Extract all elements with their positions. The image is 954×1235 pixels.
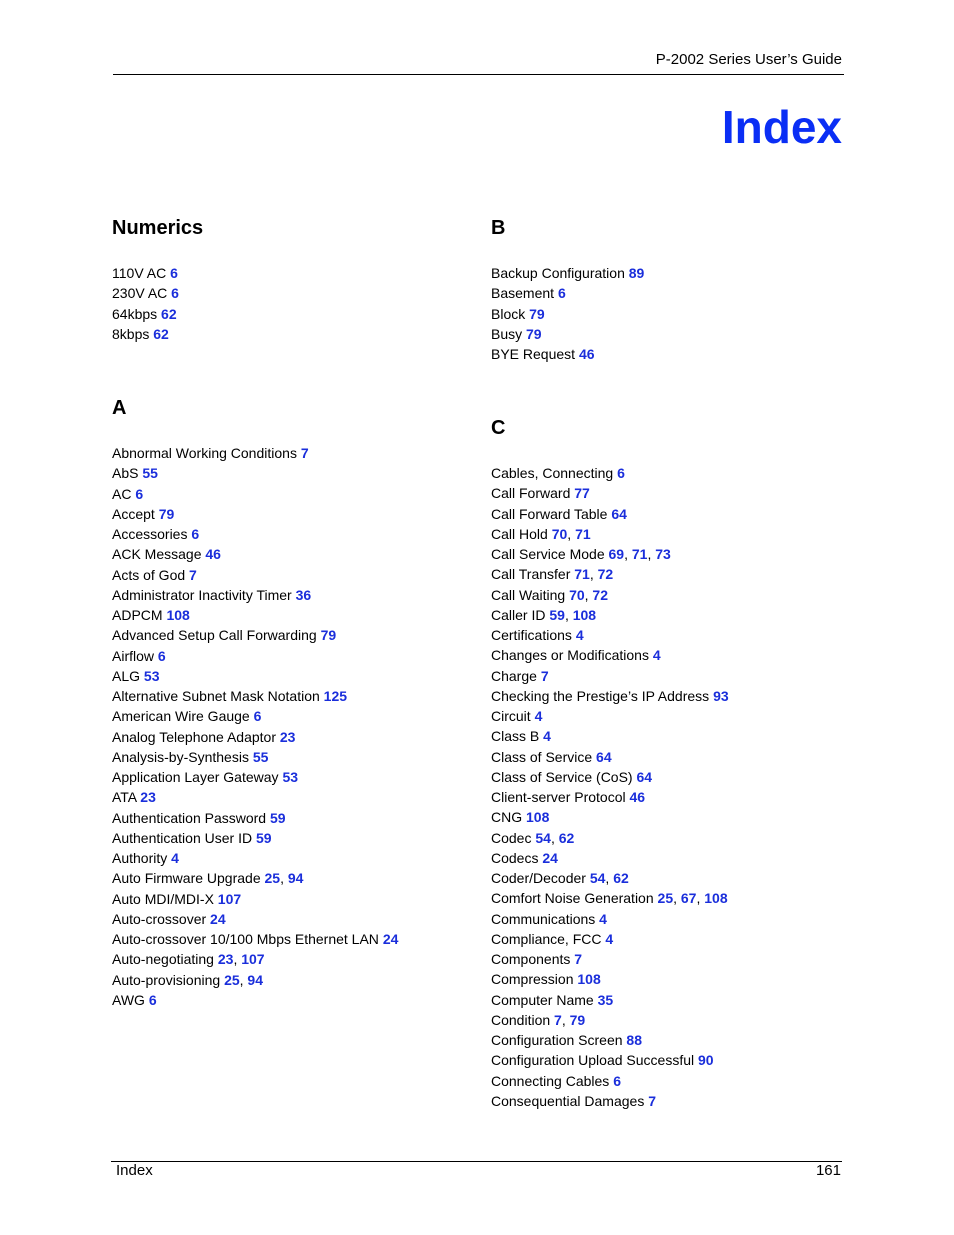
index-entry (112, 808, 398, 828)
index-entry (112, 263, 179, 283)
index-term: Auto Firmware Upgrade (112, 870, 261, 887)
page-link[interactable]: 4 (605, 930, 614, 947)
index-term: Alternative Subnet Mask Notation (112, 688, 320, 704)
page-link[interactable]: 46 (578, 346, 595, 362)
index-term: Airflow (112, 647, 155, 664)
page-link[interactable]: 46 (205, 546, 221, 563)
footer-rule (111, 1161, 842, 1162)
index-term: Class of Service (CoS) (491, 768, 633, 785)
index-term: AC (112, 485, 132, 502)
index-term: Block (491, 305, 526, 322)
page-separator: , (589, 566, 598, 583)
index-term: Analog Telephone Adaptor (112, 728, 276, 745)
index-entry (491, 909, 729, 929)
page-link[interactable]: 70 (551, 525, 568, 542)
index-term: Auto-crossover 10/100 Mbps Ethernet LAN (112, 931, 379, 947)
index-term: Class B (491, 728, 540, 745)
index-entry (112, 767, 398, 787)
index-term: Configuration Screen (491, 1032, 623, 1048)
index-entry (491, 605, 729, 625)
page-link[interactable]: 6 (148, 991, 157, 1008)
page-separator: , (584, 586, 593, 603)
page-separator: , (624, 546, 632, 562)
page-link[interactable]: 59 (255, 829, 272, 846)
index-term: Call Transfer (491, 566, 571, 583)
page-link[interactable]: 4 (575, 627, 584, 643)
page-link[interactable]: 90 (698, 1052, 714, 1069)
index-section-c (491, 416, 851, 1109)
index-term: Auto MDI/MDI-X (112, 890, 214, 907)
index-term: Checking the Prestige’s IP Address (491, 687, 710, 704)
page-link[interactable]: 25 (657, 890, 674, 907)
index-entry (491, 868, 729, 888)
index-entry (112, 706, 398, 726)
index-entry (112, 565, 398, 585)
index-term: CNG (491, 809, 523, 826)
page-link[interactable]: 108 (526, 809, 550, 826)
page-separator: , (280, 870, 288, 887)
index-entry (491, 625, 729, 645)
index-term: Auto-negotiating (112, 951, 214, 968)
index-term: Communications (491, 910, 596, 927)
page-link[interactable]: 6 (617, 465, 625, 481)
index-term: Client-server Protocol (491, 789, 626, 805)
page-separator: , (561, 1011, 570, 1028)
index-entry (491, 990, 729, 1010)
index-term: Class of Service (491, 748, 593, 765)
index-term: Authentication Password (112, 809, 267, 826)
index-term: 230V AC (112, 285, 168, 302)
index-entry (112, 949, 398, 969)
index-entry (491, 969, 729, 989)
index-entry (112, 747, 398, 767)
page-link[interactable]: 89 (628, 265, 645, 281)
index-term: Auto-provisioning (112, 971, 221, 988)
index-entry (491, 283, 644, 303)
index-entry (491, 564, 729, 584)
page-link[interactable]: 125 (323, 688, 348, 704)
page-link[interactable]: 46 (629, 789, 646, 805)
index-entry (491, 1050, 729, 1070)
entry-list (491, 263, 644, 364)
page-separator: , (605, 870, 614, 886)
index-term: Authority (112, 850, 168, 866)
index-term: BYE Request (491, 346, 576, 362)
page-link[interactable]: 70 (569, 586, 585, 603)
index-term: Consequential Damages (491, 1092, 645, 1109)
index-entry (491, 504, 729, 524)
page-link[interactable]: 94 (287, 870, 304, 887)
page-separator: , (673, 890, 681, 907)
page-link[interactable]: 108 (577, 971, 601, 988)
index-entry (491, 1030, 729, 1050)
index-entry (112, 889, 398, 909)
index-term: Coder/Decoder (491, 870, 586, 886)
page-link[interactable]: 23 (140, 789, 156, 806)
page-link[interactable]: 25 (264, 870, 281, 887)
page-link[interactable]: 64 (596, 748, 612, 765)
page-link[interactable]: 55 (142, 465, 158, 482)
page-link[interactable]: 6 (170, 265, 178, 281)
index-term: Codec (491, 829, 532, 846)
page-link[interactable]: 73 (655, 546, 671, 562)
index-term: Circuit (491, 708, 531, 724)
page-link[interactable]: 62 (558, 829, 575, 846)
page-link[interactable]: 108 (704, 890, 728, 907)
page-link[interactable]: 71 (574, 566, 590, 583)
index-term: Call Forward (491, 485, 571, 502)
index-entry (112, 324, 179, 344)
index-entry (112, 504, 398, 524)
page-link[interactable]: 59 (549, 606, 565, 623)
page-separator: , (550, 829, 559, 846)
index-term: Authentication User ID (112, 829, 253, 846)
page-link[interactable]: 79 (529, 305, 545, 322)
footer-page-number: 161 (815, 1162, 841, 1179)
page-link[interactable]: 67 (680, 890, 697, 907)
index-term: Backup Configuration (491, 265, 625, 281)
index-entry (491, 645, 729, 665)
page-link[interactable]: 7 (574, 951, 583, 967)
page-link[interactable]: 107 (217, 890, 242, 907)
page-link[interactable]: 94 (247, 971, 263, 988)
index-term: Connecting Cables (491, 1072, 610, 1089)
page-link[interactable]: 79 (569, 1011, 586, 1028)
page-link[interactable]: 59 (269, 809, 286, 826)
index-term: Call Hold (491, 525, 548, 542)
page-link[interactable]: 24 (542, 849, 558, 866)
index-term: Compliance, FCC (491, 930, 602, 947)
page-link[interactable]: 6 (191, 526, 200, 542)
index-entry (491, 324, 644, 344)
page-link[interactable]: 7 (648, 1092, 657, 1109)
index-entry (112, 646, 398, 666)
index-section-numerics (112, 216, 472, 342)
page-link[interactable]: 69 (608, 546, 625, 562)
index-entry (491, 848, 729, 868)
index-term: Charge (491, 667, 537, 684)
index-term: Analysis-by-Synthesis (112, 748, 249, 765)
index-entry (491, 666, 729, 686)
index-term: Certifications (491, 627, 572, 643)
index-term: Configuration Upload Successful (491, 1052, 695, 1069)
index-entry (112, 463, 398, 483)
page-link[interactable]: 7 (554, 1011, 562, 1028)
index-entry (491, 747, 729, 767)
page-link[interactable]: 64 (636, 768, 653, 785)
page-link[interactable]: 62 (161, 305, 177, 322)
page-link[interactable]: 88 (626, 1032, 642, 1048)
page-link[interactable]: 62 (153, 325, 169, 342)
index-entry (112, 544, 398, 564)
page-link[interactable]: 4 (599, 910, 607, 927)
page-link[interactable]: 24 (382, 931, 399, 947)
index-term: American Wire Gauge (112, 708, 250, 725)
index-term: Accept (112, 505, 155, 522)
index-entry (112, 686, 398, 706)
index-term: ALG (112, 667, 141, 684)
page-separator: , (647, 546, 656, 562)
index-entry (491, 888, 729, 908)
index-term: Computer Name (491, 991, 594, 1008)
index-section-b (491, 216, 851, 362)
page-separator: , (564, 606, 573, 623)
index-entry (491, 483, 729, 503)
page-link[interactable]: 71 (631, 546, 648, 562)
index-entry (491, 726, 729, 746)
index-entry (491, 524, 729, 544)
index-entry (491, 686, 729, 706)
index-term: Condition (491, 1011, 551, 1028)
index-term: 64kbps (112, 305, 158, 322)
index-term: Comfort Noise Generation (491, 890, 654, 907)
page-link[interactable]: 6 (157, 647, 166, 664)
index-term: Accessories (112, 526, 188, 542)
page-link[interactable]: 24 (210, 910, 226, 927)
page-link[interactable]: 79 (526, 325, 542, 342)
index-entry (491, 1091, 729, 1111)
index-entry (491, 544, 729, 564)
index-term: 110V AC (112, 265, 167, 281)
entry-list (112, 263, 179, 344)
index-entry (491, 585, 729, 605)
index-entry (491, 767, 729, 787)
section-heading: B (491, 217, 506, 239)
index-entry (491, 706, 729, 726)
page-separator: , (567, 525, 576, 542)
index-entry (491, 787, 729, 807)
page-link[interactable]: 71 (575, 525, 591, 542)
index-entry (491, 263, 644, 283)
page-link[interactable]: 108 (572, 606, 597, 623)
index-term: Application Layer Gateway (112, 769, 279, 785)
index-entry (112, 909, 398, 929)
page-title: Index (721, 101, 842, 153)
page-link[interactable]: 6 (253, 708, 262, 725)
page-link[interactable]: 54 (535, 829, 551, 846)
page-link[interactable]: 4 (543, 728, 551, 745)
index-entry (112, 666, 398, 686)
index-entry (112, 484, 398, 504)
section-heading: Numerics (112, 217, 204, 239)
index-entry (491, 1071, 729, 1091)
page-link[interactable]: 107 (241, 951, 265, 968)
index-term: ATA (112, 789, 137, 806)
index-entry (112, 585, 398, 605)
index-entry (112, 304, 179, 324)
page-separator: , (239, 971, 248, 988)
index-entry (491, 1010, 729, 1030)
index-entry (112, 990, 398, 1010)
index-entry (112, 625, 398, 645)
index-entry (491, 463, 729, 483)
index-term: Advanced Setup Call Forwarding (112, 627, 317, 644)
index-term: Codecs (491, 849, 539, 866)
index-entry (112, 524, 398, 544)
index-term: Call Service Mode (491, 546, 605, 562)
page-link[interactable]: 4 (534, 708, 543, 724)
index-term: Abnormal Working Conditions (112, 445, 297, 461)
page-link[interactable]: 23 (217, 951, 234, 968)
index-entry (112, 929, 398, 949)
index-entry (491, 807, 729, 827)
page-link[interactable]: 6 (135, 485, 144, 502)
page-link[interactable]: 108 (166, 607, 190, 623)
index-entry (112, 727, 398, 747)
index-entry (112, 283, 179, 303)
index-term: Acts of God (112, 566, 186, 583)
index-term: Call Waiting (491, 586, 566, 603)
page-link[interactable]: 93 (713, 687, 729, 704)
index-entry (112, 787, 398, 807)
index-entry (112, 970, 398, 990)
entry-list (491, 463, 729, 1111)
index-term: Caller ID (491, 606, 546, 623)
page-link[interactable]: 62 (613, 870, 629, 886)
entry-list (112, 443, 398, 1010)
page-link[interactable]: 7 (300, 445, 309, 461)
footer-section-name: Index (116, 1162, 153, 1179)
index-section-a (112, 396, 472, 1008)
index-term: Changes or Modifications (491, 647, 649, 664)
index-term: ACK Message (112, 546, 202, 563)
page-link[interactable]: 55 (252, 748, 269, 765)
index-term: Call Forward Table (491, 505, 608, 522)
page-link[interactable]: 23 (279, 728, 296, 745)
page-link[interactable]: 72 (597, 566, 614, 583)
index-entry (491, 949, 729, 969)
index-entry (112, 848, 398, 868)
page-separator: , (696, 890, 705, 907)
index-entry (491, 344, 644, 364)
page-link[interactable]: 77 (574, 485, 590, 502)
section-heading: A (112, 397, 127, 419)
guide-title: P-2002 Series User’s Guide (655, 51, 842, 68)
index-entry (112, 605, 398, 625)
page-separator: , (233, 951, 242, 968)
index-term: Compression (491, 971, 574, 988)
page-link[interactable]: 7 (540, 667, 549, 684)
index-entry (491, 304, 644, 324)
page-link[interactable]: 6 (171, 285, 179, 302)
index-term: 8kbps (112, 325, 150, 342)
index-entry (491, 828, 729, 848)
header-rule (113, 74, 844, 75)
page-link[interactable]: 36 (295, 586, 312, 603)
page-link[interactable]: 54 (589, 870, 606, 886)
index-term: Busy (491, 325, 523, 342)
page-link[interactable]: 35 (597, 991, 614, 1008)
page-link[interactable]: 6 (557, 285, 566, 302)
index-term: ADPCM (112, 607, 163, 623)
page-link[interactable]: 6 (613, 1072, 621, 1089)
page-link[interactable]: 64 (611, 505, 627, 522)
page-link[interactable]: 4 (171, 850, 179, 866)
index-term: Administrator Inactivity Timer (112, 586, 292, 603)
page-link[interactable]: 72 (592, 586, 608, 603)
index-entry (491, 929, 729, 949)
index-term: Cables, Connecting (491, 465, 614, 481)
page-link[interactable]: 7 (189, 566, 197, 583)
page-link[interactable]: 53 (143, 667, 160, 684)
page-link[interactable]: 79 (320, 627, 337, 644)
index-entry (112, 443, 398, 463)
index-term: Components (491, 951, 571, 967)
index-term: AbS (112, 465, 139, 482)
page-link[interactable]: 79 (158, 505, 175, 522)
index-term: Auto-crossover (112, 910, 207, 927)
index-term: Basement (491, 285, 555, 302)
index-entry (112, 868, 398, 888)
page-link[interactable]: 4 (652, 647, 661, 664)
index-term: AWG (112, 991, 145, 1008)
page-link[interactable]: 53 (282, 769, 299, 785)
index-entry (112, 828, 398, 848)
page-link[interactable]: 25 (224, 971, 240, 988)
section-heading: C (491, 417, 506, 439)
